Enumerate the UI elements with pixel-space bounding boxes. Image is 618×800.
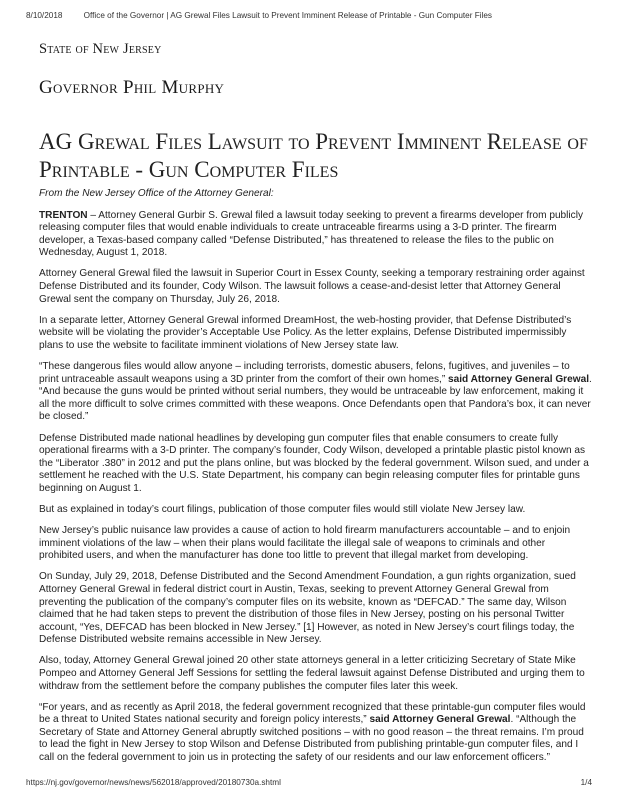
quote-2-part-b: . “Although the Secretary of State and Attorney General abruptly switched positions – with no good reason – the threat remains. I’m proud to lead the fight in New Jersey to stop Wilson and Defense Distributed from publishing printable-gun computer files, and I call on the federal government to join us in protecting the safety of our residents and our law enforcement officers.” bbox=[39, 714, 584, 764]
print-page-title: Office of the Governor | AG Grewal Files Lawsuit to Prevent Imminent Release of Printable - Gun Computer Files bbox=[83, 11, 492, 20]
governor-link[interactable]: Governor Phil Murphy bbox=[39, 77, 225, 98]
attribution-2: said Attorney General Grewal bbox=[366, 714, 511, 726]
paragraph-3: In a separate letter, Attorney General Grewal informed DreamHost, the web-hosting provider, that Defense Distributed’s website will be violating the provider’s Acceptable Use Policy. As the letter explains, Defense Distributed impermissibly plans to use the website to facilitate imminent violations of New Jersey state law. bbox=[39, 314, 572, 351]
print-footer bbox=[26, 778, 592, 787]
article-body bbox=[39, 188, 592, 773]
paragraph-1-text: – Attorney General Gurbir S. Grewal filed a lawsuit today seeking to prevent a firearms developer from publicly releasing computer files that would enable individuals to create untraceable firearms using a 3-D printer. The firearm developer, a Texas-based company called “Defense Distributed,” has threatened to release the files to the public on Wednesday, August 1, 2018. bbox=[39, 209, 583, 259]
quote-1-part-a: “These dangerous files would allow anyone – including terrorists, domestic abusers, felons, fugitives, and juveniles – to print untraceable assault weapons using a 3D printer from the comfort of their own homes,” bbox=[39, 361, 570, 385]
quote-2-part-a: “For years, and as recently as April 2018, the federal government recognized that these printable-gun computer files would be a threat to United States national security and foreign policy interests,” bbox=[39, 701, 586, 726]
article-headline: AG Grewal Files Lawsuit to Prevent Imminent Release of Printable - Gun Computer Files bbox=[39, 129, 588, 182]
from-line: From the New Jersey Office of the Attorney General: bbox=[39, 188, 274, 199]
paragraph-1 bbox=[39, 210, 592, 260]
paragraph-9: Also, today, Attorney General Grewal joined 20 other state attorneys general in a letter criticizing Secretary of State Mike Pompeo and Attorney General Jeff Sessions for settling the federal lawsuit against Defense Distributed and urging them to withdraw from the settlement before the company publishes the computer files later this week. bbox=[39, 655, 585, 692]
page-number: 1/4 bbox=[580, 778, 592, 787]
paragraph-8: On Sunday, July 29, 2018, Defense Distributed and the Second Amendment Foundation, a gun rights organization, sued Attorney General Grewal in federal district court in Austin, Texas, seeking to prevent Attorney General Grewal from preventing the publication of the company’s computer files on its website, known as “DEFCAD.” The same day, Wilson claimed that he had taken steps to prevent the distribution of those files in New Jersey, posting on his personal Twitter account, “Yes, DEFCAD has been blocked in New Jersey.” [1] However, as noted in New Jersey’s court filings today, the Defense Distributed website remains accessible in New Jersey. bbox=[39, 571, 576, 646]
paragraph-4 bbox=[39, 361, 592, 424]
print-url: https://nj.gov/governor/news/news/562018/approved/20180730a.shtml bbox=[26, 778, 281, 787]
dateline: TRENTON bbox=[39, 209, 88, 221]
print-date: 8/10/2018 bbox=[26, 11, 63, 20]
attribution-1: said Attorney General Grewal bbox=[445, 373, 589, 385]
quote-1-part-b: . “And because the guns would be printed without serial numbers, they would be untraceable by law enforcement, making it all the more difficult to solve crimes committed with these weapons. Once Defendants open that Pandora’s box, it can never be closed.” bbox=[39, 373, 592, 423]
paragraph-6: But as explained in today’s court filings, publication of those computer files would still violate New Jersey law. bbox=[39, 503, 526, 515]
paragraph-5: Defense Distributed made national headlines by developing gun computer files that enable consumers to create fully operational firearms with a 3-D printer. The company’s founder, Cody Wilson, developed a printable plastic pistol known as the “Liberator .380” in 2012 and put the plans online, but was blocked by the federal government. Wilson sued, and under a settlement he reached with the U.S. State Department, his company can begin releasing computer files for printable guns beginning on August 1. bbox=[39, 432, 589, 494]
print-header bbox=[26, 11, 592, 20]
paragraph-7: New Jersey’s public nuisance law provides a cause of action to hold firearm manufacturers accountable – and to enjoin imminent violations of the law – when their plans would facilitate the illegal sale of weapons to criminals and other prohibited users, and when the manufacturer has done too little to prevent that illegal market from developing. bbox=[39, 525, 571, 562]
paragraph-10 bbox=[39, 702, 592, 765]
paragraph-2: Attorney General Grewal filed the lawsuit in Superior Court in Essex County, seeking a temporary restraining order against Defense Distributed and its founder, Cody Wilson. The lawsuit follows a cease-and-desist letter that Attorney General Grewal sent the company on Thursday, July 26, 2018. bbox=[39, 268, 585, 305]
state-link[interactable]: State of New Jersey bbox=[39, 41, 162, 57]
